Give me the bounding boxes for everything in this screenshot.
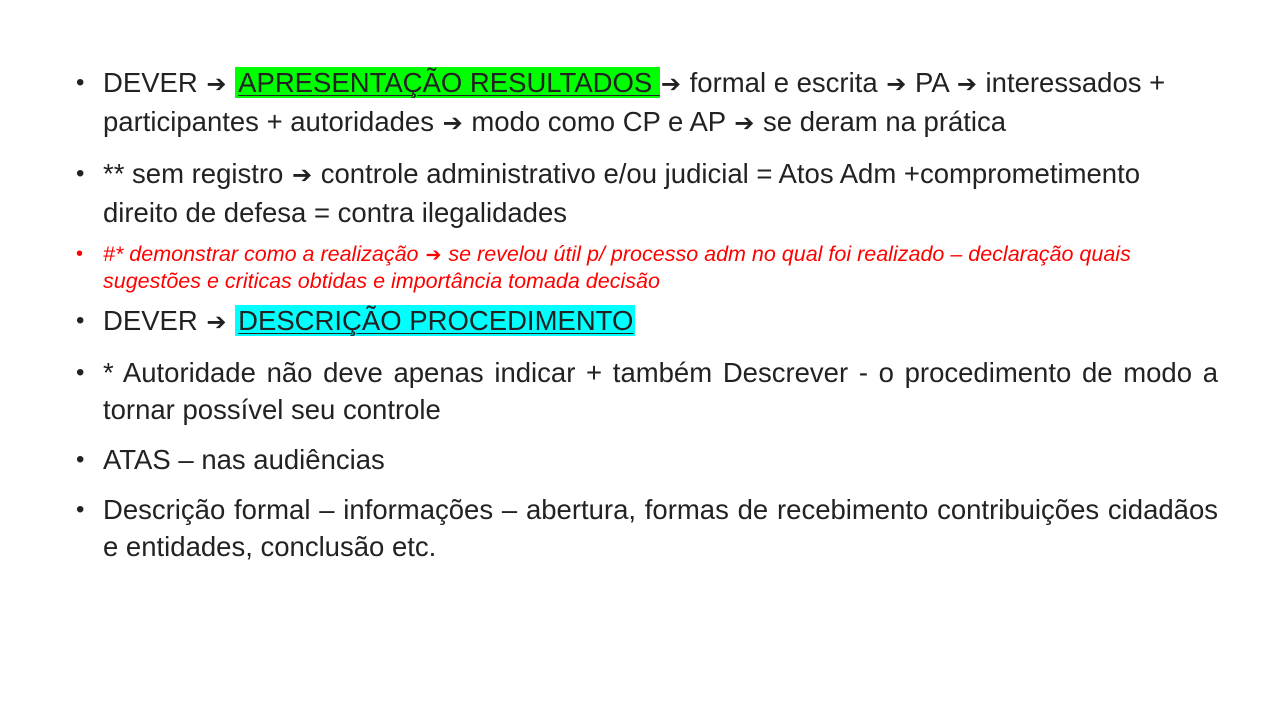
arrow-right-icon: ➔ — [291, 161, 313, 189]
bullet-item-sem-registro — [76, 155, 1218, 231]
item-text: interessados + participantes + autoridades — [103, 67, 1166, 137]
item-text: DEVER — [103, 305, 198, 336]
arrow-right-icon: ➔ — [425, 244, 442, 266]
item-text: se revelou útil p/ processo adm no qual foi realizado – declaração quais sugestões e criticas obtidas e importância tomada decisão — [103, 242, 1131, 293]
bullet-dot: • — [76, 307, 85, 334]
highlight-apresentacao-resultados: APRESENTAÇÃO RESULTADOS — [235, 67, 660, 98]
bullet-dot: • — [76, 160, 85, 187]
item-text: modo como CP e AP — [463, 106, 726, 137]
item-text: * Autoridade não deve apenas indicar + também Descrever - o procedimento de modo a tornar possível seu controle — [103, 357, 1218, 425]
bullet-dot: • — [76, 496, 85, 523]
bullet-dot: • — [76, 359, 85, 386]
bullet-item-apresentacao-resultados — [76, 64, 1218, 142]
arrow-right-icon: ➔ — [886, 70, 907, 98]
arrow-right-icon: ➔ — [442, 109, 463, 137]
arrow-right-icon: ➔ — [734, 109, 755, 137]
bullet-dot: • — [76, 446, 85, 473]
item-text: ** sem registro — [103, 158, 284, 189]
item-text: #* demonstrar como a realização — [103, 242, 419, 266]
bullet-dot: • — [76, 69, 85, 96]
bullet-item-autoridade — [76, 354, 1218, 428]
bullet-item-demonstrar-realizacao — [76, 241, 1218, 294]
bullet-item-descricao-formal — [76, 491, 1218, 565]
item-text: ATAS – nas audiências — [103, 444, 385, 475]
arrow-right-icon: ➔ — [956, 70, 977, 98]
bullet-item-descricao-procedimento — [76, 302, 1218, 341]
arrow-right-icon: ➔ — [660, 70, 682, 98]
item-text: DEVER — [103, 67, 198, 98]
item-text: formal e escrita — [682, 67, 878, 98]
arrow-right-icon: ➔ — [206, 308, 227, 336]
arrow-right-icon: ➔ — [206, 70, 227, 98]
item-text: PA — [907, 67, 949, 98]
bullet-item-atas — [76, 441, 1218, 478]
bullet-list — [76, 64, 1218, 578]
bullet-dot: • — [76, 243, 84, 265]
item-text: se deram na prática — [755, 106, 1007, 137]
highlight-descricao-procedimento: DESCRIÇÃO PROCEDIMENTO — [235, 305, 635, 336]
item-text: controle administrativo e/ou judicial = Atos Adm +comprometimento direito de defesa = contra ilegalidades — [103, 158, 1141, 228]
item-text: Descrição formal – informações – abertura, formas de recebimento contribuições cidadãos e entidades, conclusão etc. — [103, 494, 1218, 562]
